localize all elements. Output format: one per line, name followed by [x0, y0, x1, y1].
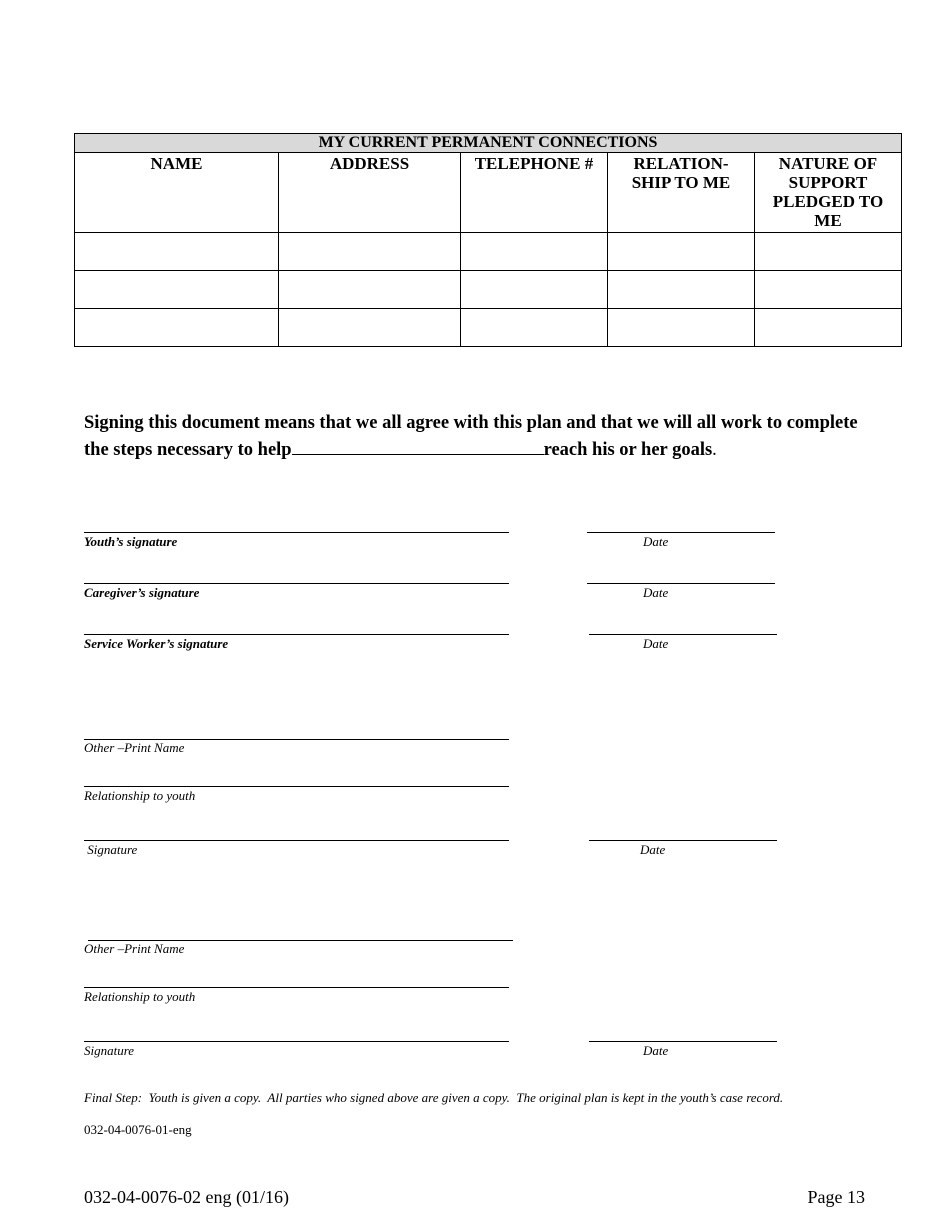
table-cell[interactable]	[279, 233, 461, 271]
column-header-telephone: TELEPHONE #	[461, 153, 608, 233]
youth-signature-label: Youth’s signature	[84, 534, 178, 549]
column-header-name: NAME	[75, 153, 279, 233]
table-cell[interactable]	[608, 271, 755, 309]
form-code: 032-04-0076-01-eng	[84, 1122, 192, 1137]
service-worker-date-line[interactable]	[589, 634, 777, 635]
caregiver-signature-line[interactable]	[84, 583, 509, 584]
column-header-nature-of-support: NATURE OF SUPPORT PLEDGED TO ME	[755, 153, 902, 233]
statement-text-end: reach his or her goals	[543, 440, 713, 460]
relationship-line[interactable]	[84, 786, 509, 787]
relationship-line[interactable]	[84, 987, 509, 988]
other-signature-line[interactable]	[84, 1041, 509, 1042]
caregiver-date-line[interactable]	[587, 583, 775, 584]
footer-page-number: Page 13	[807, 1187, 865, 1207]
table-cell[interactable]	[75, 233, 279, 271]
youth-signature-line[interactable]	[84, 532, 509, 533]
footer-form-number: 032-04-0076-02 eng (01/16)	[84, 1187, 289, 1207]
table-cell[interactable]	[75, 271, 279, 309]
table-cell[interactable]	[461, 309, 608, 347]
table-cell[interactable]	[755, 271, 902, 309]
table-cell[interactable]	[608, 309, 755, 347]
other-date-label: Date	[643, 1043, 669, 1058]
agreement-statement	[84, 410, 884, 463]
table-cell[interactable]	[461, 271, 608, 309]
youth-name-blank[interactable]	[292, 436, 544, 455]
service-worker-signature-line[interactable]	[84, 634, 509, 635]
statement-period: .	[712, 440, 717, 460]
table-cell[interactable]	[461, 233, 608, 271]
other-date-line[interactable]	[589, 840, 777, 841]
other-date-line[interactable]	[589, 1041, 777, 1042]
other-signature-label: Signature	[84, 842, 138, 857]
table-row	[75, 309, 902, 347]
other-print-name-label: Other –Print Name	[84, 941, 185, 956]
service-worker-signature-label: Service Worker’s signature	[84, 636, 229, 651]
table-cell[interactable]	[279, 309, 461, 347]
other-print-name-label: Other –Print Name	[84, 740, 185, 755]
table-cell[interactable]	[608, 233, 755, 271]
other-signature-line[interactable]	[84, 840, 509, 841]
other-date-label: Date	[640, 842, 666, 857]
relationship-label: Relationship to youth	[84, 788, 196, 803]
table-cell[interactable]	[279, 271, 461, 309]
youth-date-line[interactable]	[587, 532, 775, 533]
caregiver-signature-label: Caregiver’s signature	[84, 585, 200, 600]
table-row	[75, 271, 902, 309]
table-row	[75, 233, 902, 271]
other-signature-label: Signature	[84, 1043, 135, 1058]
table-cell[interactable]	[755, 233, 902, 271]
final-step-note: Final Step: Youth is given a copy. All parties who signed above are given a copy. The original plan is kept in the youth’s case record.	[84, 1090, 784, 1105]
youth-date-label: Date	[643, 534, 669, 549]
relationship-label: Relationship to youth	[84, 989, 196, 1004]
caregiver-date-label: Date	[643, 585, 669, 600]
table-cell[interactable]	[755, 309, 902, 347]
column-header-address: ADDRESS	[279, 153, 461, 233]
column-header-relationship: RELATION-SHIP TO ME	[608, 153, 755, 233]
table-cell[interactable]	[75, 309, 279, 347]
statement-text: Signing this document means that we all agree with this plan and that we will all work to complete the steps necessary to help	[84, 413, 858, 460]
table-title: MY CURRENT PERMANENT CONNECTIONS	[75, 134, 902, 153]
permanent-connections-table	[74, 133, 902, 347]
service-worker-date-label: Date	[643, 636, 669, 651]
